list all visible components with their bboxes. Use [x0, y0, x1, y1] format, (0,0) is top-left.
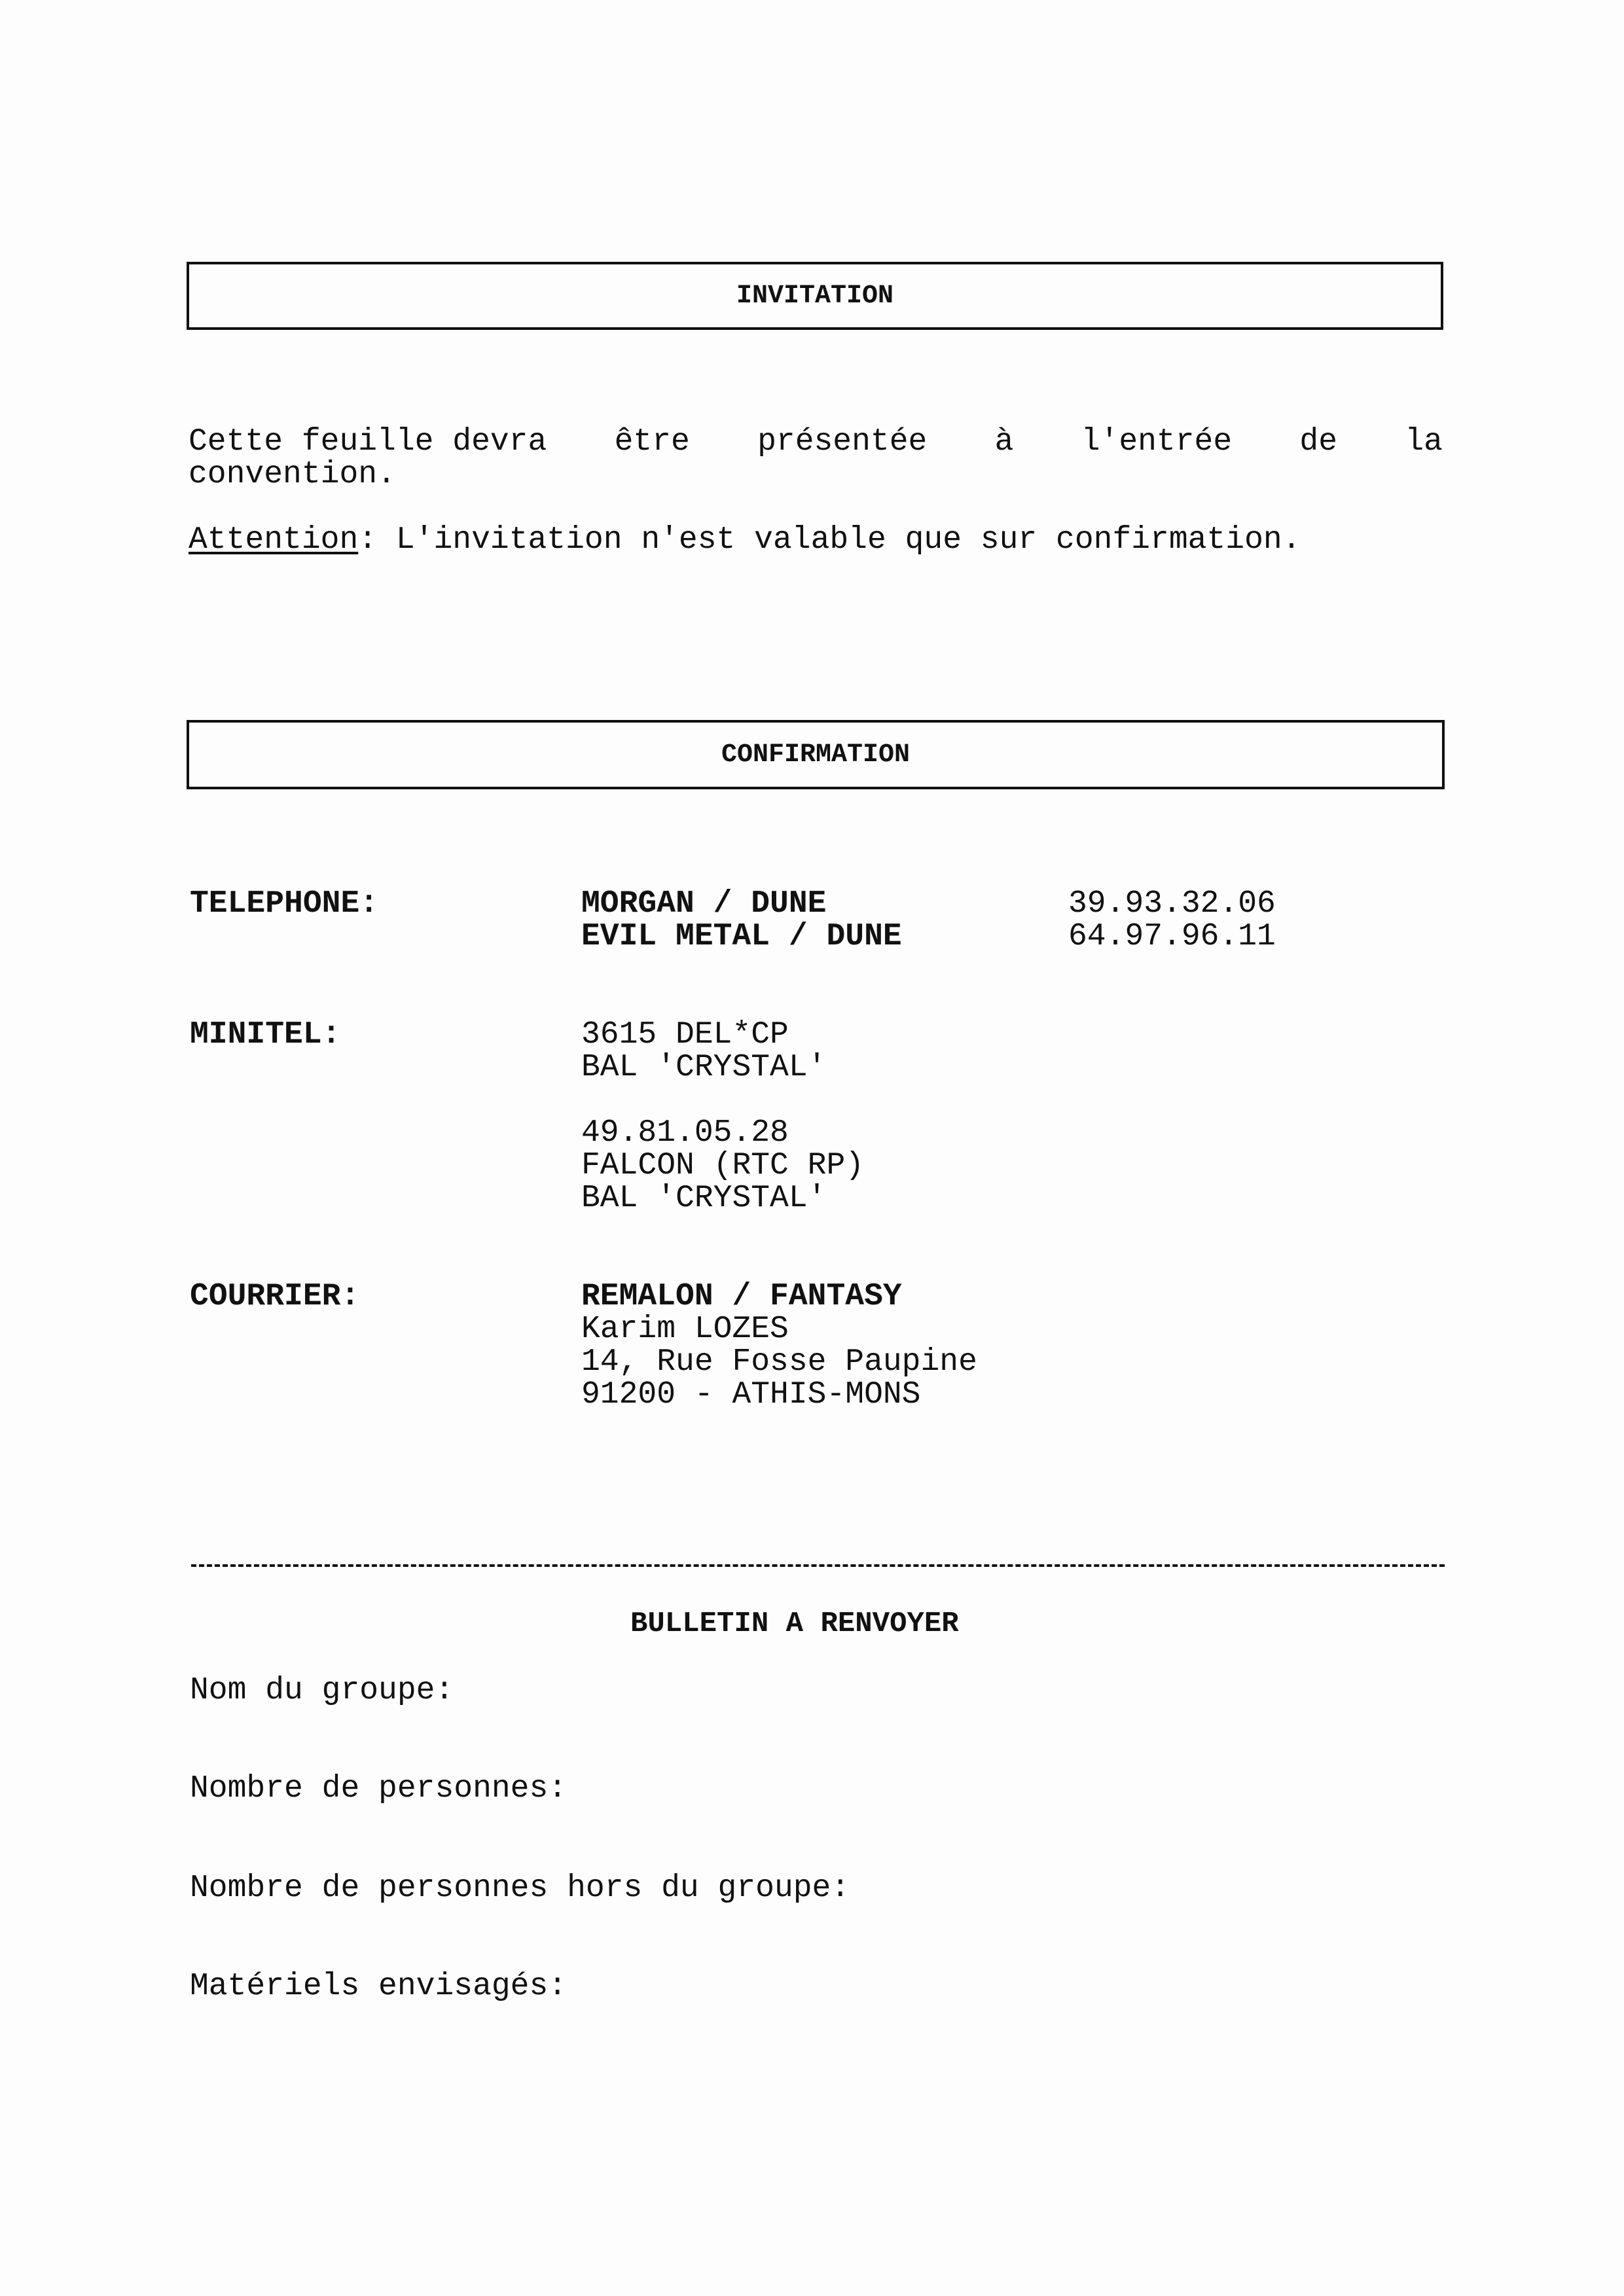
courrier-label: COURRIER:: [190, 1279, 360, 1314]
invitation-title: INVITATION: [736, 281, 894, 311]
intro-word: l'entrée: [1081, 424, 1233, 459]
intro-word: la: [1405, 424, 1443, 459]
minitel-label: MINITEL:: [190, 1017, 341, 1052]
courrier-line: Karim LOZES: [581, 1312, 789, 1347]
cut-line-divider: [191, 1564, 1445, 1567]
form-field-label: Nombre de personnes hors du groupe:: [190, 1871, 850, 1906]
bulletin-title: BULLETIN A RENVOYER: [630, 1607, 959, 1640]
telephone-name: EVIL METAL / DUNE: [581, 919, 902, 954]
attention-text: : L'invitation n'est valable que sur confirmation.: [358, 522, 1301, 558]
form-field-label: Matériels envisagés:: [190, 1969, 568, 2004]
minitel-line: BAL 'CRYSTAL': [581, 1181, 827, 1216]
attention-line: [189, 524, 1301, 556]
telephone-name: MORGAN / DUNE: [581, 886, 827, 922]
intro-word: Cette feuille devra: [189, 424, 547, 459]
invitation-header-box: [187, 262, 1443, 330]
minitel-line: 3615 DEL*CP: [581, 1017, 789, 1052]
confirmation-title: CONFIRMATION: [721, 740, 911, 770]
minitel-line: 49.81.05.28: [581, 1115, 789, 1151]
courrier-line: 14, Rue Fosse Paupine: [581, 1344, 977, 1380]
intro-word: de: [1299, 424, 1338, 459]
intro-word: à: [994, 424, 1014, 459]
minitel-line: BAL 'CRYSTAL': [581, 1050, 827, 1085]
attention-label: Attention: [189, 522, 359, 558]
intro-line-2: convention.: [189, 457, 396, 492]
confirmation-header-box: [187, 720, 1445, 789]
courrier-line: 91200 - ATHIS-MONS: [581, 1377, 921, 1412]
intro-word: présentée: [757, 424, 928, 459]
intro-word: être: [614, 424, 690, 459]
form-field-label: Nom du groupe:: [190, 1673, 454, 1708]
courrier-heading: REMALON / FANTASY: [581, 1279, 902, 1314]
telephone-number: 64.97.96.11: [1068, 919, 1276, 954]
minitel-line: FALCON (RTC RP): [581, 1148, 865, 1183]
telephone-label: TELEPHONE:: [190, 886, 379, 922]
form-field-label: Nombre de personnes:: [190, 1771, 568, 1806]
intro-line-1: [189, 425, 1443, 458]
telephone-number: 39.93.32.06: [1068, 886, 1276, 922]
